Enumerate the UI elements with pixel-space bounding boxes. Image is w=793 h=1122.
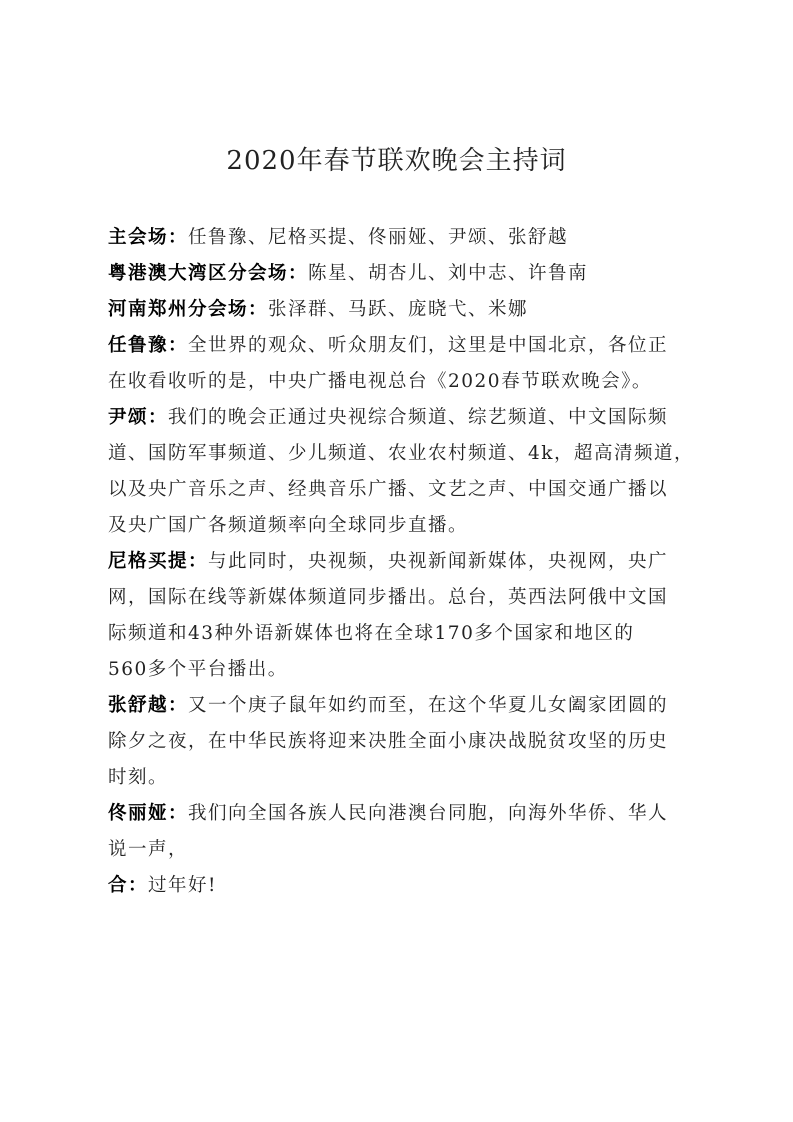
speech-line: 说一声， [108, 839, 189, 860]
speaker-name: 尼格买提： [108, 551, 209, 572]
speech-line: 我们向全国各族人民向港澳台同胞，向海外华侨、华人 [188, 803, 669, 824]
venue-zhengzhou [108, 292, 698, 328]
venue-hosts: 任鲁豫、尼格买提、佟丽娅、尹颂、张舒越 [188, 227, 569, 248]
venue-main [108, 220, 698, 256]
speaker-name: 合： [108, 875, 149, 896]
speaker-name: 佟丽娅： [108, 803, 189, 824]
dialogue-yinsong [108, 400, 698, 544]
dialogue-renluyu [108, 328, 698, 400]
speech-line: 全世界的观众、听众朋友们，这里是中国北京，各位正 [188, 335, 669, 356]
venue-hosts: 陈星、胡杏儿、刘中志、许鲁南 [308, 263, 589, 284]
dialogue-together [108, 868, 698, 904]
speech-line: 际频道和43种外语新媒体也将在全球170多个国家和地区的 [108, 623, 635, 644]
speech-line: 560多个平台播出。 [108, 659, 288, 680]
speech-line: 网，国际在线等新媒体频道同步播出。总台，英西法阿俄中文国 [108, 587, 669, 608]
speech-line: 在收看收听的是，中央广播电视总台《2020春节联欢晚会》。 [108, 371, 652, 392]
speech-line: 时刻。 [108, 767, 169, 788]
document-body [108, 220, 698, 904]
speech-line: 及央广国广各频道频率向全球同步直播。 [108, 515, 469, 536]
venue-gba [108, 256, 698, 292]
venue-hosts: 张泽群、马跃、庞晓弋、米娜 [268, 299, 529, 320]
speech-line: 又一个庚子鼠年如约而至，在这个华夏儿女阖家团圆的 [188, 695, 669, 716]
venue-label: 粤港澳大湾区分会场： [108, 263, 309, 284]
speech-line: 以及央广音乐之声、经典音乐广播、文艺之声、中国交通广播以 [108, 479, 669, 500]
speech-line: 除夕之夜，在中华民族将迎来决胜全面小康决战脱贫攻坚的历史 [108, 731, 669, 752]
speech-line: 过年好! [148, 875, 217, 896]
speaker-name: 张舒越： [108, 695, 189, 716]
speech-line: 道、国防军事频道、少儿频道、农业农村频道、4k，超高清频道， [108, 443, 694, 464]
dialogue-zhangshuyue [108, 688, 698, 796]
dialogue-tongliya [108, 796, 698, 868]
speech-line: 与此同时，央视频，央视新闻新媒体，央视网，央广 [208, 551, 669, 572]
speech-line: 我们的晚会正通过央视综合频道、综艺频道、中文国际频 [168, 407, 669, 428]
dialogue-nigemaiti [108, 544, 698, 688]
speaker-name: 尹颂： [108, 407, 169, 428]
venue-label: 河南郑州分会场： [108, 299, 269, 320]
speaker-name: 任鲁豫： [108, 335, 189, 356]
venue-label: 主会场： [108, 227, 189, 248]
document-title: 2020年春节联欢晚会主持词 [226, 146, 567, 176]
